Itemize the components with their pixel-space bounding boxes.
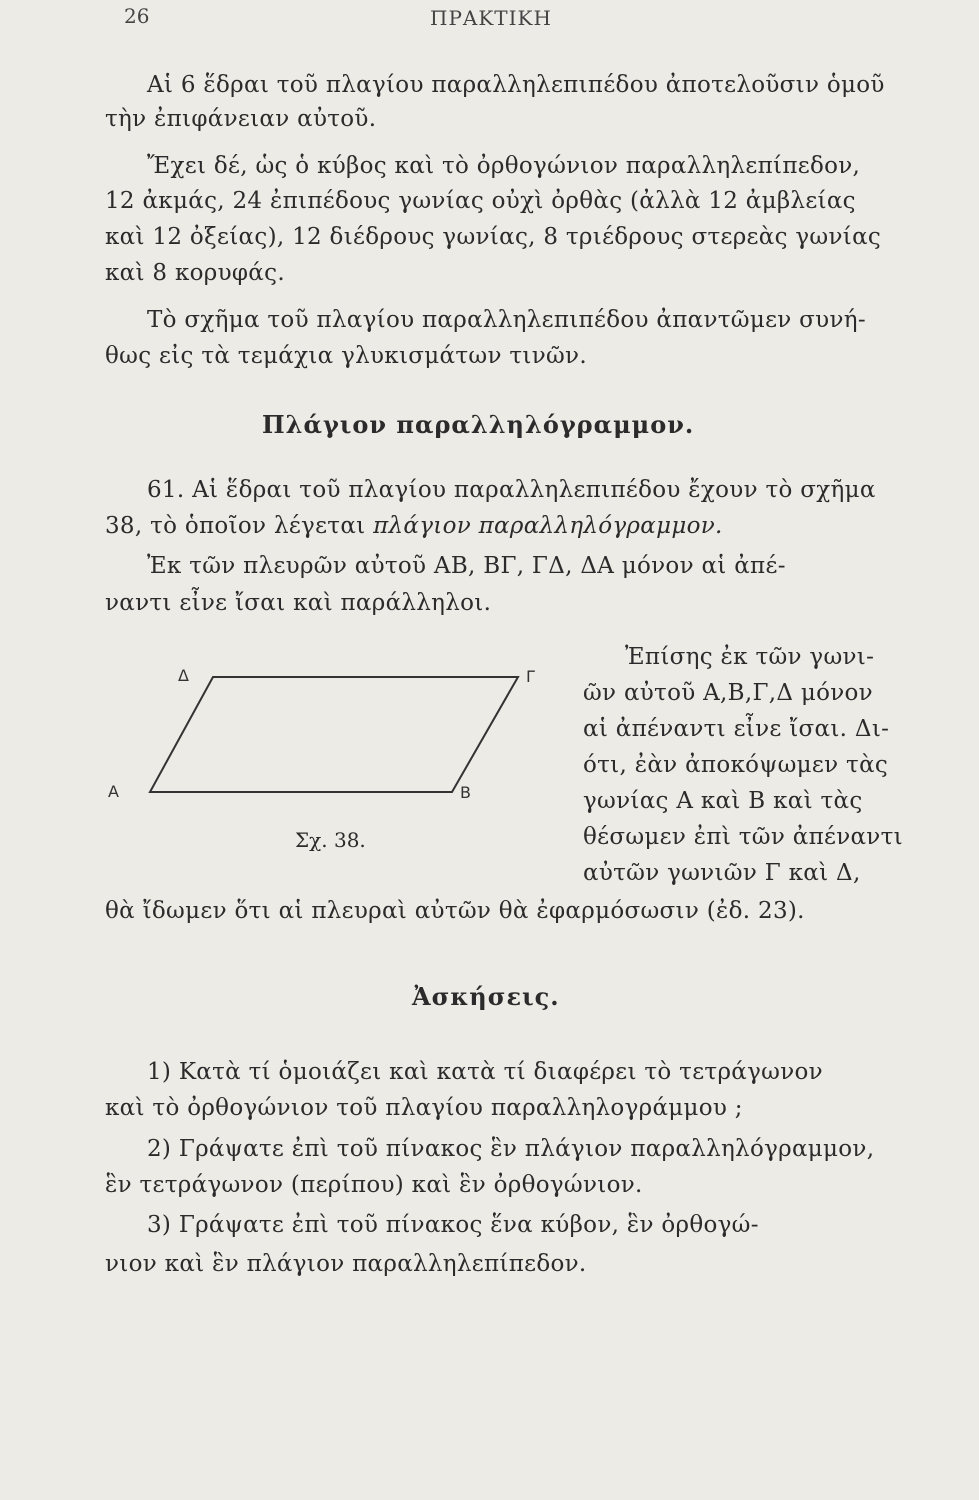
exercises-heading: Ἀσκήσεις.	[412, 982, 560, 1011]
text-line: Τὸ σχῆμα τοῦ πλαγίου παραλληλεπιπέδου ἀπαντῶμεν συνή-	[147, 307, 866, 333]
text-line: ῶν αὐτοῦ Α,Β,Γ,Δ μόνον	[583, 680, 873, 706]
text-line: καὶ 12 ὀξείας), 12 διέδρους γωνίας, 8 τριέδρους στερεὰς γωνίας	[105, 224, 882, 250]
vertex-label-g: Γ	[526, 667, 535, 686]
running-title: ΠΡΑΚΤΙΚΗ	[430, 6, 552, 30]
text-line: θὰ ἴδωμεν ὅτι αἱ πλευραὶ αὐτῶν θὰ ἐφαρμόσωσιν (ἐδ. 23).	[105, 898, 805, 924]
text-line: αὐτῶν γωνιῶν Γ καὶ Δ,	[583, 860, 861, 886]
text-line: γωνίας Α καὶ Β καὶ τὰς	[583, 788, 863, 814]
text-line: τὴν ἐπιφάνειαν αὐτοῦ.	[105, 106, 377, 132]
vertex-label-d: Δ	[178, 666, 189, 685]
text-line: Αἱ 6 ἕδραι τοῦ πλαγίου παραλληλεπιπέδου ἀποτελοῦσιν ὁμοῦ	[147, 72, 885, 98]
page-number: 26	[124, 4, 150, 28]
text-span: 38, τὸ ὁποῖον λέγεται	[105, 513, 374, 539]
text-line: καὶ 8 κορυφάς.	[105, 260, 285, 286]
parallelogram-shape	[150, 677, 518, 792]
vertex-label-b: Β	[460, 783, 471, 802]
text-line: ότι, ἐὰν ἀποκόψωμεν τὰς	[583, 752, 889, 778]
exercise-line: ἓν τετράγωνον (περίπου) καὶ ἓν ὀρθογώνιον.	[105, 1172, 643, 1198]
exercise-line: νιον καὶ ἓν πλάγιον παραλληλεπίπεδον.	[105, 1251, 587, 1277]
text-line: 12 ἀκμάς, 24 ἐπιπέδους γωνίας οὐχὶ ὀρθὰς (ἀλλὰ 12 ἀμβλείας	[105, 188, 856, 214]
text-line: Ἐπίσης ἐκ τῶν γωνι-	[625, 644, 875, 670]
parallelogram-figure	[100, 665, 540, 855]
text-line	[105, 513, 723, 539]
defined-term: πλάγιον παραλληλόγραμμον.	[373, 513, 723, 539]
text-line: αἱ ἀπέναντι εἶνε ἴσαι. Δι-	[583, 716, 890, 742]
exercise-line: 3) Γράψατε ἐπὶ τοῦ πίνακος ἕνα κύβον, ἓν ὀρθογώ-	[147, 1212, 759, 1238]
text-line: θως εἰς τὰ τεμάχια γλυκισμάτων τινῶν.	[105, 343, 587, 369]
vertex-label-a: Α	[108, 782, 119, 801]
figure-caption: Σχ. 38.	[295, 828, 366, 852]
exercise-line: καὶ τὸ ὀρθογώνιον τοῦ πλαγίου παραλληλογράμμου ;	[105, 1095, 743, 1121]
text-line: ναντι εἶνε ἴσαι καὶ παράλληλοι.	[105, 590, 492, 616]
text-line: θέσωμεν ἐπὶ τῶν ἀπέναντι	[583, 824, 903, 850]
exercise-line: 2) Γράψατε ἐπὶ τοῦ πίνακος ἓν πλάγιον παραλληλόγραμμον,	[147, 1136, 875, 1162]
text-line: 61. Αἱ ἕδραι τοῦ πλαγίου παραλληλεπιπέδου ἔχουν τὸ σχῆμα	[147, 477, 876, 503]
section-heading: Πλάγιον παραλληλόγραμμον.	[262, 410, 695, 439]
text-line: Ἔχει δέ, ὡς ὁ κύβος καὶ τὸ ὀρθογώνιον παραλληλεπίπεδον,	[147, 153, 861, 179]
text-line: Ἐκ τῶν πλευρῶν αὐτοῦ ΑΒ, ΒΓ, ΓΔ, ΔΑ μόνον αἱ ἀπέ-	[147, 553, 786, 579]
parallelogram-diagram	[100, 665, 540, 855]
exercise-line: 1) Κατὰ τί ὁμοιάζει καὶ κατὰ τί διαφέρει τὸ τετράγωνον	[147, 1059, 823, 1085]
